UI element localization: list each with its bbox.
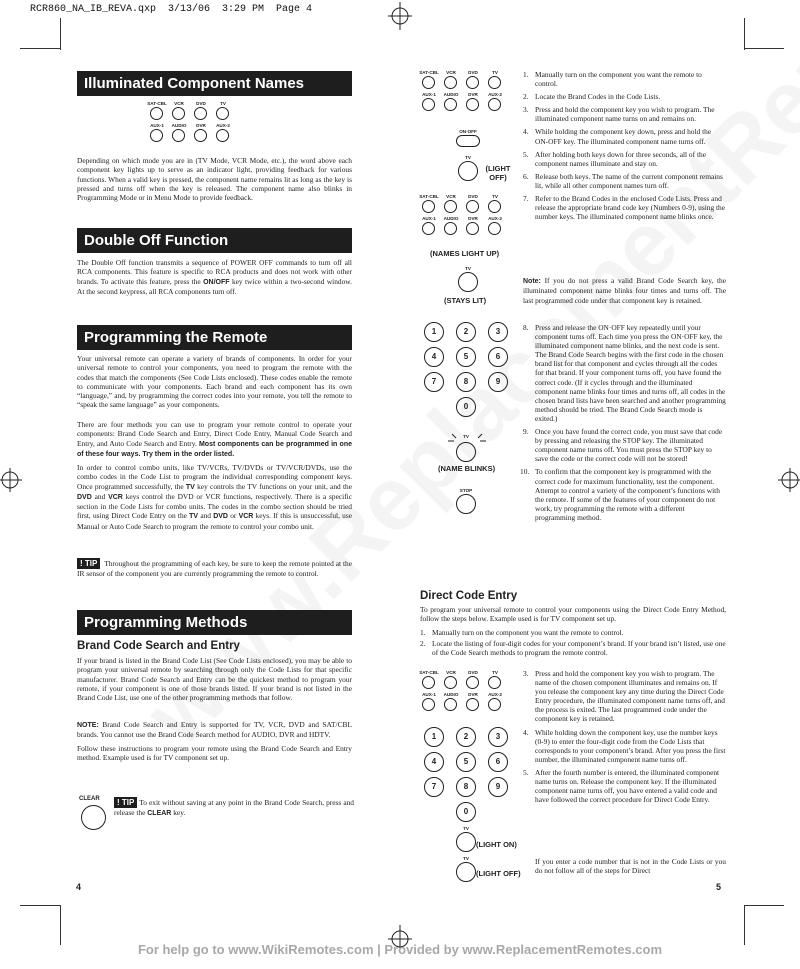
digit-9-key[interactable]: 9 xyxy=(488,372,508,392)
on-off-key[interactable] xyxy=(456,135,480,147)
aux-1-key[interactable] xyxy=(422,698,435,711)
list-item: 1. Manually turn on the component you want the remote to control. xyxy=(420,628,624,637)
sat-cbl-key[interactable] xyxy=(422,200,435,213)
component-key-cluster xyxy=(419,194,522,242)
key-label-tv: TV xyxy=(492,70,498,75)
dvr-key[interactable] xyxy=(466,98,479,111)
tv-key-label: TV xyxy=(463,434,469,439)
registration-mark-left xyxy=(0,468,22,492)
digit-5-key[interactable]: 5 xyxy=(456,752,476,772)
dvd-key[interactable] xyxy=(466,76,479,89)
crop-mark xyxy=(60,18,61,50)
list-item: 3. Press and hold the component key you wish to program. The illuminated component name turns on and remains on. xyxy=(523,105,715,124)
tip-programming: ! TIP Throughout the programming of each key, be sure to keep the remote pointed at the IR sensor of the component you are currently programming the remote to control. xyxy=(77,559,352,578)
digit-4-key[interactable]: 4 xyxy=(424,752,444,772)
tv-key-label: TV xyxy=(465,155,471,160)
registration-mark-right xyxy=(778,468,800,492)
vcr-key[interactable] xyxy=(172,107,185,120)
section-heading-methods: Programming Methods xyxy=(77,610,352,635)
brand-steps-list xyxy=(523,70,726,225)
on-off-label: ON-OFF xyxy=(459,129,477,134)
tv-key[interactable] xyxy=(458,161,478,181)
direct-steps-list-2 xyxy=(523,669,726,808)
key-label-dvd: DVD xyxy=(468,194,478,199)
key-label-sat-cbl: SAT-CBL xyxy=(419,194,439,199)
digit-2-key[interactable]: 2 xyxy=(456,727,476,747)
digit-3-key[interactable]: 3 xyxy=(488,322,508,342)
digit-0-key[interactable]: 0 xyxy=(456,802,476,822)
key-label-aux-2: AUX-2 xyxy=(488,216,502,221)
footer-banner: For help go to www.WikiRemotes.com | Provided by www.ReplacementRemotes.com xyxy=(137,942,663,957)
tv-key[interactable] xyxy=(488,200,501,213)
key-label-sat-cbl: SAT-CBL xyxy=(419,670,439,675)
programming-paragraph-2: There are four methods you can use to program your remote control to operate your components: Brand Code Search and Entry, Direct Code Entry, Manual Code Search and Entry, and Auto Code Search and Entry. Most components can be programmed in one of these four ways. Try them in the order listed. xyxy=(77,420,353,458)
key-label-vcr: VCR xyxy=(446,194,456,199)
digit-0-key[interactable]: 0 xyxy=(456,397,476,417)
digit-8-key[interactable]: 8 xyxy=(456,372,476,392)
tv-key[interactable] xyxy=(216,107,229,120)
aux-2-key[interactable] xyxy=(488,98,501,111)
number-pad xyxy=(424,322,514,422)
brand-paragraph-1: If your brand is listed in the Brand Code List (See Code Lists enclosed), you may be able to program your universal remote by searching through only the Code Lists for that specific manufacturer. Brand Code Search and Entry can be the quickest method to program your remote, if your component is one of those brands listed. If your brand is not listed in the Brand Code List, use one of the other programming methods that follow. xyxy=(77,656,352,703)
list-item: 5. After the fourth number is entered, the illuminated component name turns on. Release the component key. If the illuminated component name turns off, you have entered a valid code and have followed the correct procedure for Direct Code Entry. xyxy=(523,767,720,805)
sat-cbl-key[interactable] xyxy=(422,676,435,689)
crop-mark xyxy=(744,18,745,50)
key-label-vcr: VCR xyxy=(446,70,456,75)
list-item: 2. Locate the Brand Codes in the Code Lists. xyxy=(523,92,661,102)
sat-cbl-key[interactable] xyxy=(150,107,163,120)
key-label-aux-2: AUX-2 xyxy=(488,92,502,97)
key-label-dvd: DVD xyxy=(196,101,206,106)
crop-mark xyxy=(744,905,784,906)
list-item: 8. Press and release the ON·OFF key repeatedly until your component turns off. Each time you press the ON·OFF key, the illuminated component name blinks, and the next code is sent. The Brand Code Search begins with the first code in the chosen brand list for that component and cycles through all the codes for that brand. If your component turns off, you have found the correct code. (If it cycles through and the illuminated component name blinks four times and turns off, all codes in the chosen brand lists have been searched and another programming method should be tried. The Brand Code Search mode is exited.) xyxy=(523,323,726,423)
vcr-key[interactable] xyxy=(444,200,457,213)
crop-mark xyxy=(60,905,61,945)
sat-cbl-key[interactable] xyxy=(422,76,435,89)
illuminated-paragraph: Depending on which mode you are in (TV Mode, VCR Mode, etc.), the word above each component key lights up to serve as an indicator light, providing feedback for various functions. When a valid key is pressed, the component name remains lit as long as the key is pressed and turns off when the key is released. The component name also blinks in Programming Mode or in Menu Mode to provide feedback. xyxy=(77,156,352,203)
tv-key[interactable] xyxy=(456,442,476,462)
print-header: RCR860_NA_IB_REVA.qxp 3/13/06 3:29 PM Page 4 xyxy=(30,4,313,15)
digit-6-key[interactable]: 6 xyxy=(488,347,508,367)
list-item: 3. Press and hold the component key you wish to program. The name of the chosen component illuminates and remains on. If you release the component key any time during the Direct Code Entry procedure, the illuminated component name turns off, and the process is exited. The last programmed code under the component key is retained. xyxy=(523,669,725,724)
digit-5-key[interactable]: 5 xyxy=(456,347,476,367)
vcr-key[interactable] xyxy=(444,676,457,689)
key-label-aux-1: AUX-1 xyxy=(422,692,436,697)
digit-1-key[interactable]: 1 xyxy=(424,727,444,747)
direct-code-heading: Direct Code Entry xyxy=(420,590,518,602)
key-label-tv: TV xyxy=(220,101,226,106)
list-item: 5. After holding both keys down for three seconds, all of the component names illuminate and stay on. xyxy=(523,149,706,168)
audio-key[interactable] xyxy=(444,698,457,711)
list-item: 6. Release both keys. The name of the current component remains lit, while all other component names turn off. xyxy=(523,171,723,190)
digit-2-key[interactable]: 2 xyxy=(456,322,476,342)
component-key-cluster xyxy=(419,70,522,118)
section-heading-double-off: Double Off Function xyxy=(77,228,352,253)
key-label-tv: TV xyxy=(492,670,498,675)
names-light-up-caption: (NAMES LIGHT UP) xyxy=(430,249,500,258)
brand-code-heading: Brand Code Search and Entry xyxy=(77,640,240,652)
list-item: 7. Refer to the Brand Codes in the enclosed Code Lists. Press and release the appropriate brand code key (Numbers 0-9), using the number keys. The illuminated component name blinks once. xyxy=(523,194,726,222)
key-label-sat-cbl: SAT-CBL xyxy=(419,70,439,75)
brand-note: NOTE: Brand Code Search and Entry is supported for TV, VCR, DVD and SAT/CBL brands. You cannot use the Brand Code Search method for AUDIO, DVR and HDTV. xyxy=(77,720,352,740)
vcr-key[interactable] xyxy=(444,76,457,89)
list-item: 1. Manually turn on the component you want the remote to control. xyxy=(523,70,702,89)
dvd-key[interactable] xyxy=(466,676,479,689)
key-label-aux-1: AUX-1 xyxy=(422,92,436,97)
key-label-dvr: DVR xyxy=(468,92,478,97)
registration-mark-top xyxy=(388,2,412,30)
tip-clear: ! TIP To exit without saving at any point in the Brand Code Search, press and release the CLEAR key. xyxy=(114,798,354,817)
programming-paragraph-3: In order to control combo units, like TV/VCRs, TV/DVDs or TV/VCR/DVDs, use the combo codes in the Code List to program the individual corresponding component keys. Once programmed successfully, the TV key controls the TV functions on your unit, and the DVD and VCR keys control the DVD or VCR functions, respectively. There is a specific section in the Code Lists for combo units. The codes in the combo section should be tried first, using Direct Code Entry on the TV and DVD or VCR keys. If this is unsuccessful, use Manual or Auto Code Search to program the remote to control your combo unit. xyxy=(77,463,353,531)
key-label-dvd: DVD xyxy=(468,70,478,75)
key-label-audio: AUDIO xyxy=(443,216,459,221)
digit-7-key[interactable]: 7 xyxy=(424,372,444,392)
audio-key[interactable] xyxy=(444,98,457,111)
component-key-cluster xyxy=(147,101,250,149)
tv-key-label: TV xyxy=(463,856,469,861)
key-label-aux-2: AUX-2 xyxy=(216,123,230,128)
tv-key-label: TV xyxy=(465,266,471,271)
digit-6-key[interactable]: 6 xyxy=(488,752,508,772)
dvd-key[interactable] xyxy=(466,200,479,213)
key-label-audio: AUDIO xyxy=(443,692,459,697)
aux-2-key[interactable] xyxy=(216,129,229,142)
number-pad xyxy=(424,727,514,827)
key-label-audio: AUDIO xyxy=(443,92,459,97)
digit-1-key[interactable]: 1 xyxy=(424,322,444,342)
light-off-caption: (LIGHT OFF) xyxy=(485,164,511,182)
section-heading-programming: Programming the Remote xyxy=(77,325,352,350)
crop-mark xyxy=(20,48,60,49)
clear-key-label: CLEAR xyxy=(79,796,100,802)
direct-intro: To program your universal remote to control your components using the Direct Code Entry Method, follow the steps below. Example used is for TV component set up. xyxy=(420,605,726,624)
key-label-dvd: DVD xyxy=(468,670,478,675)
tip-badge: ! TIP xyxy=(77,558,100,569)
dvr-key[interactable] xyxy=(466,698,479,711)
key-label-sat-cbl: SAT-CBL xyxy=(147,101,167,106)
tv-key[interactable] xyxy=(488,676,501,689)
aux-2-key[interactable] xyxy=(488,698,501,711)
crop-mark xyxy=(744,905,745,945)
tip-badge: ! TIP xyxy=(114,797,137,808)
digit-3-key[interactable]: 3 xyxy=(488,727,508,747)
stop-key-label: STOP xyxy=(459,488,473,493)
list-item: 4. While holding down the component key, use the number keys (0-9) to enter the four-digit code from the Code Lists that corresponds to your component’s brand. After you press the first number, the illuminated component name turns off. xyxy=(523,727,726,764)
double-off-paragraph: The Double Off function transmits a sequence of POWER OFF commands to turn off all RCA components. This feature is specific to RCA products and does not work with other brands. To activate this feature, press the ON/OFF key twice within a two-second window. At the second keypress, all RCA components turn off. xyxy=(77,258,352,296)
stop-key[interactable] xyxy=(456,494,476,514)
digit-4-key[interactable]: 4 xyxy=(424,347,444,367)
digit-8-key[interactable]: 8 xyxy=(456,777,476,797)
audio-key[interactable] xyxy=(172,129,185,142)
digit-9-key[interactable]: 9 xyxy=(488,777,508,797)
list-item: 4. While holding the component key down, press and hold the ON-OFF key. The illuminated component name turns off. xyxy=(523,127,712,146)
tv-key[interactable] xyxy=(456,862,476,882)
key-label-dvr: DVR xyxy=(468,216,478,221)
dvd-key[interactable] xyxy=(194,107,207,120)
dvr-key[interactable] xyxy=(194,129,207,142)
tv-key[interactable] xyxy=(458,272,478,292)
aux-1-key[interactable] xyxy=(422,222,435,235)
clear-key[interactable] xyxy=(81,805,106,830)
audio-key[interactable] xyxy=(444,222,457,235)
key-label-aux-1: AUX-1 xyxy=(422,216,436,221)
tv-key[interactable] xyxy=(488,76,501,89)
tv-key-label: TV xyxy=(463,826,469,831)
section-heading-illuminated: Illuminated Component Names xyxy=(77,71,352,96)
light-off-caption: (LIGHT OFF) xyxy=(476,869,521,878)
key-label-aux-1: AUX-1 xyxy=(150,123,164,128)
dvr-key[interactable] xyxy=(466,222,479,235)
programming-paragraph-1: Your universal remote can operate a variety of brands of components. In order for your universal remote to control your components, you need to program the remote with the codes that match the components (See Code Lists enclosed). These codes enable the remote to communicate with your components. Each brand and each component has its own “language,” and, by programming the correct codes into your remote, you tell the remote to “speak the same language” as your components. xyxy=(77,354,352,410)
direct-tail-paragraph: If you enter a code number that is not in the Code Lists or you do not follow all of the steps for Direct xyxy=(535,857,726,876)
note-paragraph: Note: If you do not press a valid Brand Code Search key, the illuminated component name blinks four times and turns off. The last programmed code under that component key is retained. xyxy=(523,276,726,305)
light-on-caption: (LIGHT ON) xyxy=(476,840,517,849)
page-number-left: 4 xyxy=(76,882,82,892)
aux-2-key[interactable] xyxy=(488,222,501,235)
list-item: 2. Locate the listing of four-digit codes for your component’s brand. If your brand isn’t listed, use one of the Code Search methods to program the remote control. xyxy=(420,639,726,658)
aux-1-key[interactable] xyxy=(150,129,163,142)
component-key-cluster xyxy=(419,670,522,718)
aux-1-key[interactable] xyxy=(422,98,435,111)
list-item: 10. To confirm that the component key is programmed with the correct code for maximum functionality, test the component. Attempt to control a variety of the component’s functions with the remote. If some of the features of your component do not work, try programming the remote with a different programming method. xyxy=(520,467,720,522)
key-label-vcr: VCR xyxy=(446,670,456,675)
key-label-dvr: DVR xyxy=(468,692,478,697)
brand-steps-list-2 xyxy=(520,323,726,526)
crop-mark xyxy=(20,905,60,906)
key-label-tv: TV xyxy=(492,194,498,199)
key-label-aux-2: AUX-2 xyxy=(488,692,502,697)
name-blinks-caption: (NAME BLINKS) xyxy=(438,464,496,473)
key-label-vcr: VCR xyxy=(174,101,184,106)
brand-paragraph-2: Follow these instructions to program your remote using the Brand Code Search and Entry method. Example used is for TV component set up. xyxy=(77,744,352,763)
digit-7-key[interactable]: 7 xyxy=(424,777,444,797)
key-label-audio: AUDIO xyxy=(171,123,187,128)
key-label-dvr: DVR xyxy=(196,123,206,128)
direct-steps-list xyxy=(420,628,726,661)
tv-key[interactable] xyxy=(456,832,476,852)
list-item: 9. Once you have found the correct code, you must save that code by pressing and releasing the STOP key. The illuminated component name turns off. You must press the STOP key to save the code or the correct code will not be stored! xyxy=(523,427,723,464)
page-number-right: 5 xyxy=(716,882,722,892)
stays-lit-caption: (STAYS LIT) xyxy=(444,296,487,305)
